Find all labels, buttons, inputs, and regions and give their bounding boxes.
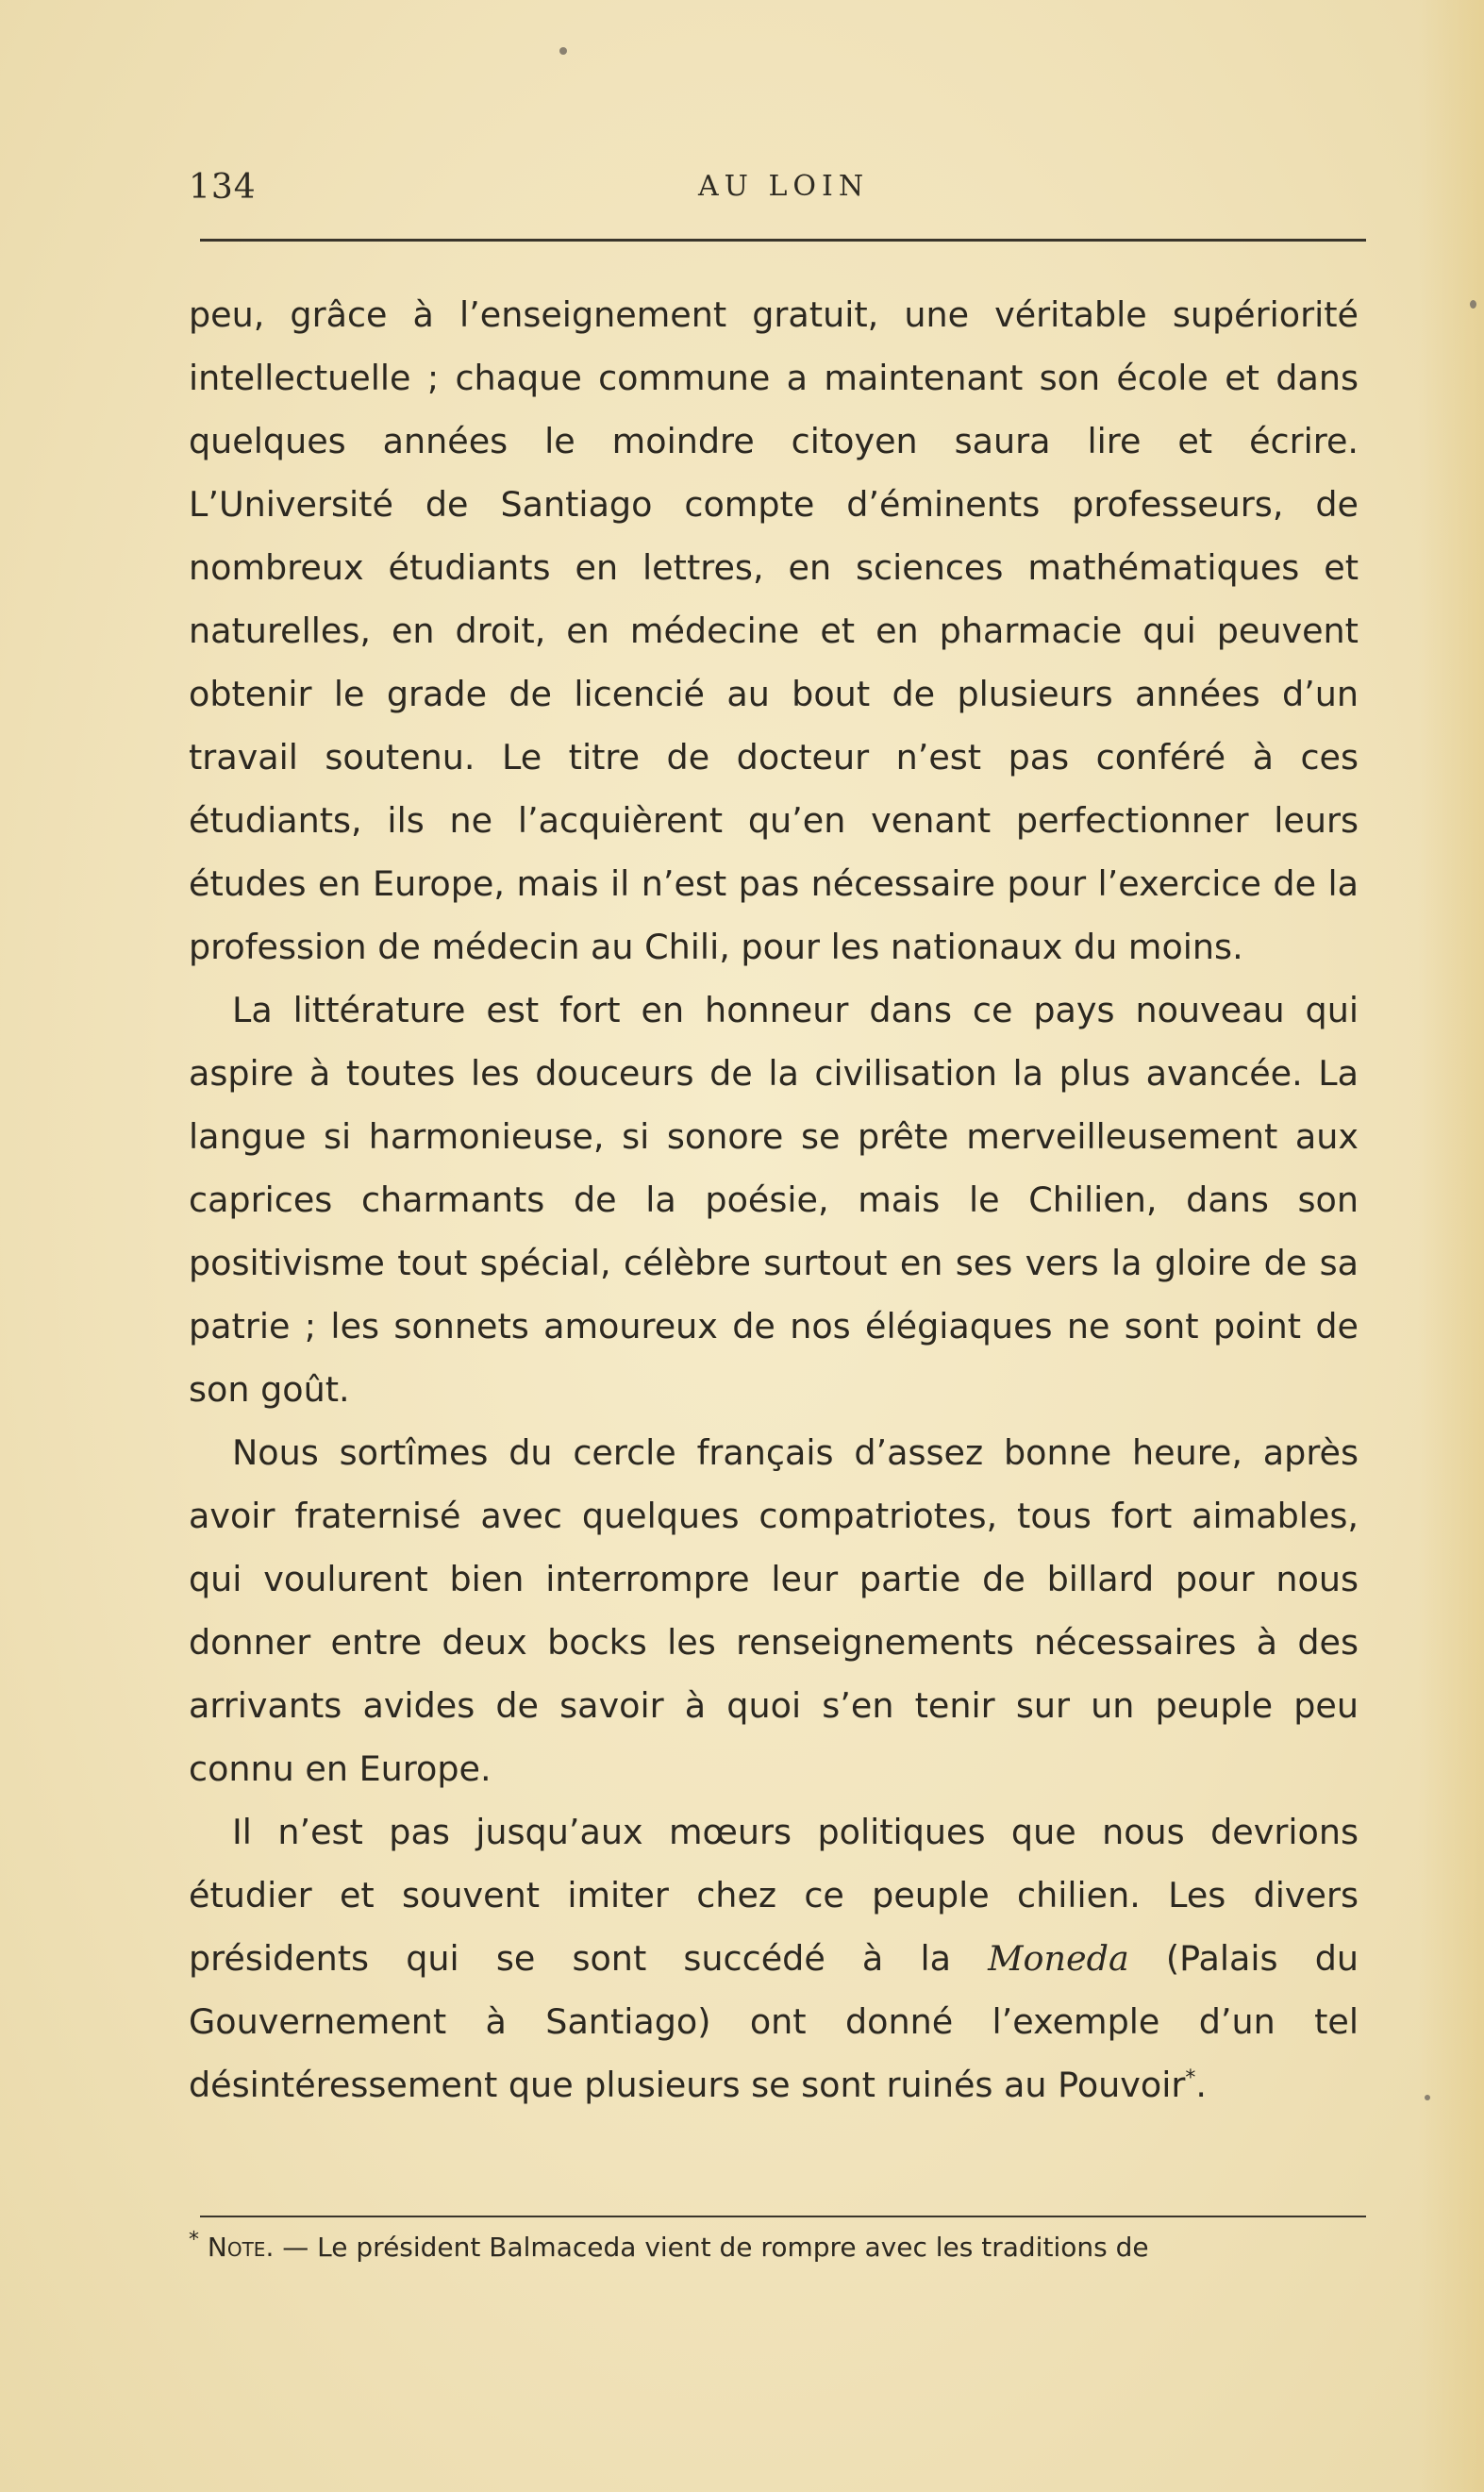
paragraph-4-text-b: (Palais du Gouvernement à Santiago) ont donné l’exemple d’un tel désintéressement que plusieurs se sont ruinés au Pouvoir (189, 1938, 1359, 2105)
page-number: 134 (189, 168, 257, 207)
paragraph-2: La littérature est fort en honneur dans ce pays nouveau qui aspire à toutes les douceurs de la civilisation la plus avancée. La langue si harmonieuse, si sonore se prête merveilleusement aux caprices charmants de la poésie, mais le Chilien, dans son positivisme tout spécial, célèbre surtout en ses vers la gloire de sa patrie ; les sonnets amoureux de nos élégiaques ne sont point de son goût. (189, 990, 1359, 1410)
footnote-rule (200, 2216, 1366, 2217)
speck-top (559, 47, 567, 55)
page-edge-shading (1418, 0, 1484, 2492)
paragraph-3: Nous sortîmes du cercle français d’assez bonne heure, après avoir fraternisé avec quelques compatriotes, tous fort aimables, qui voulurent bien interrompre leur partie de billard pour nous donner entre deux bocks les renseignements nécessaires à des arrivants avides de savoir à quoi s’en tenir sur un peuple peu connu en Europe. (189, 1432, 1359, 1789)
paragraph-4 (189, 1800, 1359, 2116)
moneda-italic: Moneda (988, 1938, 1129, 1979)
paragraph-4-text-a: Il n’est pas jusqu’aux mœurs politiques que nous devrions étudier et souvent imiter chez ce peuple chilien. Les divers présidents qui se sont succédé à la (189, 1812, 1359, 1979)
footnote-label: Note. (207, 2232, 275, 2263)
paragraph-4-end: . (1195, 2065, 1207, 2105)
header-rule (200, 239, 1366, 242)
page-header (189, 168, 1368, 225)
footnote-text: — Le président Balmaceda vient de rompre avec les traditions de (274, 2232, 1149, 2263)
footnote (189, 2228, 1368, 2263)
speck-right-1 (1470, 300, 1476, 309)
speck-right-2 (1425, 2095, 1430, 2100)
footnote-mark: * (189, 2228, 199, 2252)
running-head: AU LOIN (698, 170, 870, 203)
paragraph-1: peu, grâce à l’enseignement gratuit, une véritable supériorité intellectuelle ; chaque commune a maintenant son école et dans quelques années le moindre citoyen saura lire et écrire. L’Université de Santiago compte d’éminents professeurs, de nombreux étudiants en lettres, en sciences mathématiques et naturelles, en droit, en médecine et en pharmacie qui peuvent obtenir le grade de licencié au bout de plusieurs années d’un travail soutenu. Le titre de docteur n’est pas conféré à ces étudiants, ils ne l’acquièrent qu’en venant perfectionner leurs études en Europe, mais il n’est pas nécessaire pour l’exercice de la profession de médecin au Chili, pour les nationaux du moins. (189, 294, 1359, 967)
footnote-reference: * (1185, 2066, 1196, 2090)
body-text (189, 283, 1359, 2116)
